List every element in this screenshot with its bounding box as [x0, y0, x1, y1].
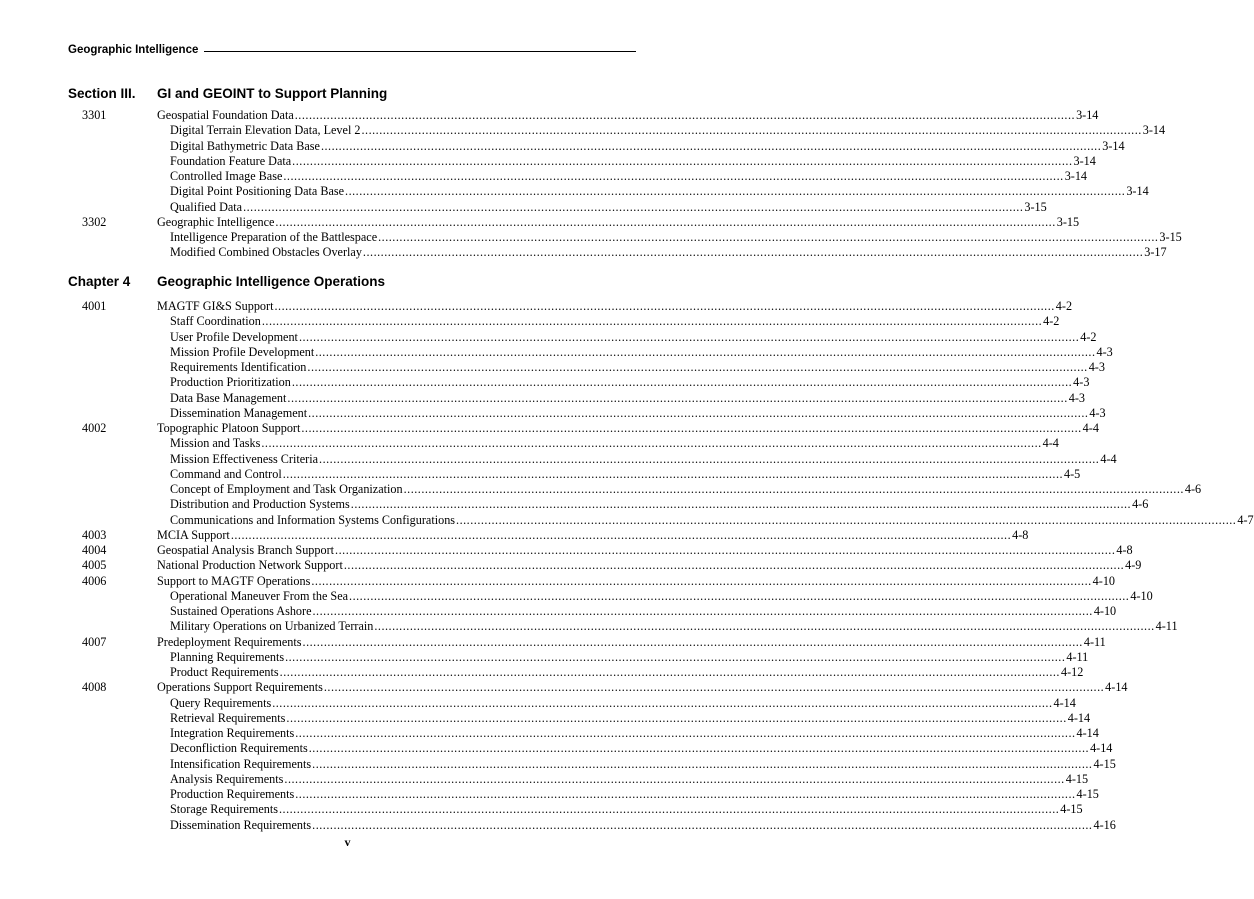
toc-page-number: 3-17 — [1144, 245, 1167, 260]
toc-subentry — [0, 436, 1059, 451]
toc-section-3 — [0, 108, 1182, 261]
toc-entry — [0, 634, 1106, 650]
toc-entry-title: Dissemination Management — [170, 405, 308, 420]
toc-entry-title: Production Requirements — [170, 787, 295, 801]
toc-subentry — [0, 405, 1106, 421]
toc-subentry — [0, 802, 1083, 817]
toc-entry-line — [170, 756, 1116, 772]
toc-page-number: 4-11 — [1083, 634, 1106, 649]
toc-entry-title: Command and Control — [170, 466, 282, 481]
toc-entry-line — [170, 482, 1202, 497]
toc-entry-title: Intensification Requirements — [170, 756, 312, 771]
toc-subentry — [0, 619, 1178, 634]
toc-page-number: 4-12 — [1060, 665, 1084, 679]
dot-leader: ............................................................................................................................................................................................................................ — [323, 680, 1105, 695]
toc-entry-line — [170, 405, 1106, 421]
toc-page-number: 4-14 — [1105, 680, 1128, 695]
toc-entry — [0, 527, 1029, 543]
dot-leader: ............................................................................................................................................................................................................................ — [292, 153, 1073, 168]
toc-page-number: 4-11 — [1066, 649, 1089, 664]
toc-page-number: 3-14 — [1064, 169, 1088, 183]
toc-entry-title: Mission Profile Development — [170, 344, 315, 359]
toc-page-number: 4-4 — [1042, 436, 1059, 451]
dot-leader: ............................................................................................................................................................................................................................ — [275, 214, 1056, 229]
toc-entry-line — [170, 817, 1116, 833]
dot-leader: ............................................................................................................................................................................................................................ — [261, 436, 1042, 451]
running-header — [68, 42, 636, 58]
toc-subentry — [0, 199, 1047, 215]
toc-subentry — [0, 344, 1113, 360]
toc-page-number: 4-7 — [1237, 512, 1254, 527]
toc-entry-line — [170, 230, 1182, 245]
toc-entry — [0, 680, 1128, 695]
dot-leader: ............................................................................................................................................................................................................................ — [261, 314, 1043, 329]
toc-subentry — [0, 466, 1081, 482]
toc-entry-title: Product Requirements — [170, 665, 279, 679]
toc-subentry — [0, 588, 1153, 604]
toc-page-number: 4-8 — [1012, 527, 1029, 542]
toc-entry-title: Qualified Data — [170, 199, 243, 214]
page-number: v — [344, 835, 351, 849]
toc-entry-line — [170, 436, 1059, 451]
toc-entry-title: Integration Requirements — [170, 726, 295, 740]
toc-paragraph-number: 3301 — [82, 108, 107, 122]
dot-leader: ............................................................................................................................................................................................................................ — [350, 497, 1132, 512]
toc-entry-line — [170, 726, 1099, 741]
toc-subentry — [0, 665, 1084, 680]
toc-page-number: 4-3 — [1089, 405, 1106, 420]
toc-subentry — [0, 726, 1099, 741]
toc-page-number: 3-15 — [1056, 214, 1080, 229]
toc-subentry — [0, 245, 1167, 260]
dot-leader: ............................................................................................................................................................................................................................ — [345, 184, 1126, 199]
toc-page-number: 4-3 — [1073, 375, 1090, 390]
toc-page-number: 4-14 — [1053, 695, 1076, 710]
toc-entry-line — [170, 802, 1083, 817]
toc-entry-title: Storage Requirements — [170, 802, 278, 817]
toc-entry-title: MCIA Support — [157, 527, 230, 542]
toc-entry-title: Deconfliction Requirements — [170, 741, 308, 756]
toc-entry-title: Query Requirements — [170, 695, 272, 710]
toc-entry-title: Analysis Requirements — [170, 771, 284, 786]
toc-entry-line — [170, 497, 1149, 512]
toc-subentry — [0, 390, 1085, 406]
toc-subentry — [0, 482, 1202, 497]
toc-entry-line — [170, 123, 1166, 138]
toc-page-number: 3-14 — [1126, 184, 1149, 199]
toc-entry-title: Geospatial Analysis Branch Support — [157, 543, 335, 557]
toc-paragraph-number: 4001 — [82, 299, 107, 313]
chapter-title: Geographic Intelligence Operations — [157, 273, 386, 289]
toc-entry-line — [170, 199, 1047, 215]
toc-entry-title: Controlled Image Base — [170, 169, 283, 183]
dot-leader: ............................................................................................................................................................................................................................ — [311, 573, 1092, 588]
toc-page-number: 4-4 — [1100, 451, 1117, 466]
dot-leader: ............................................................................................................................................................................................................................ — [319, 451, 1100, 466]
dot-leader: ............................................................................................................................................................................................................................ — [295, 726, 1076, 740]
toc-page-number: 4-16 — [1093, 817, 1116, 832]
toc-subentry — [0, 153, 1096, 169]
toc-subentry — [0, 817, 1116, 833]
dot-leader: ............................................................................................................................................................................................................................ — [362, 245, 1144, 260]
toc-entry-title: Digital Point Positioning Data Base — [170, 184, 345, 199]
dot-leader: ............................................................................................................................................................................................................................ — [335, 543, 1116, 557]
toc-entry-title: Requirements Identification — [170, 360, 307, 374]
toc-paragraph-number: 4004 — [82, 543, 107, 557]
toc-entry-title: Predeployment Requirements — [157, 634, 302, 649]
section-heading — [68, 83, 387, 103]
toc-entry-line — [170, 588, 1153, 604]
toc-subentry — [0, 649, 1089, 665]
dot-leader: ............................................................................................................................................................................................................................ — [349, 588, 1130, 603]
toc-entry-title: Communications and Information Systems Configurations — [170, 512, 456, 527]
toc-entry-line — [170, 695, 1076, 711]
toc-page-number: 4-15 — [1076, 787, 1099, 801]
toc-entry-title: MAGTF GI&S Support — [157, 299, 274, 313]
toc-page-number: 4-5 — [1064, 466, 1081, 481]
toc-page-number: 4-6 — [1132, 497, 1149, 512]
toc-entry-title: Sustained Operations Ashore — [170, 604, 312, 618]
toc-paragraph-number: 4005 — [82, 558, 107, 573]
toc-page-number: 4-14 — [1090, 741, 1113, 756]
toc-entry-title: Operations Support Requirements — [157, 680, 323, 695]
toc-entry-line — [170, 390, 1085, 406]
dot-leader: ............................................................................................................................................................................................................................ — [298, 329, 1080, 344]
toc-subentry — [0, 604, 1117, 619]
toc-entry — [0, 558, 1142, 573]
toc-entry-line — [170, 375, 1090, 390]
toc-subentry — [0, 360, 1105, 375]
toc-entry-line — [170, 245, 1167, 260]
toc-subentry — [0, 741, 1113, 756]
toc-subentry — [0, 314, 1060, 329]
toc-page-number: 4-9 — [1125, 558, 1142, 573]
toc-entry-title: Foundation Feature Data — [170, 153, 292, 168]
chapter-heading — [68, 271, 385, 291]
toc-page-number: 4-6 — [1184, 482, 1202, 496]
dot-leader: ............................................................................................................................................................................................................................ — [285, 649, 1066, 664]
toc-subentry — [0, 695, 1076, 711]
toc-entry-line — [157, 299, 1073, 314]
dot-leader: ............................................................................................................................................................................................................................ — [403, 482, 1184, 496]
toc-page-number: 4-3 — [1096, 344, 1113, 359]
toc-subentry — [0, 710, 1091, 726]
toc-entry-title: Staff Coordination — [170, 314, 261, 329]
dot-leader: ............................................................................................................................................................................................................................ — [284, 771, 1065, 786]
toc-page-number: 4-15 — [1093, 756, 1116, 771]
dot-leader: ............................................................................................................................................................................................................................ — [301, 421, 1082, 435]
toc-paragraph-number: 4002 — [82, 421, 107, 435]
toc-entry-line — [170, 360, 1105, 375]
toc-subentry — [0, 771, 1089, 787]
toc-page-number: 4-15 — [1065, 771, 1089, 786]
toc-paragraph-number: 3302 — [82, 214, 107, 229]
toc-entry-title: Operational Maneuver From the Sea — [170, 588, 349, 603]
toc-page-number: 4-14 — [1067, 710, 1091, 725]
toc-subentry — [0, 169, 1088, 184]
dot-leader: ............................................................................................................................................................................................................................ — [291, 375, 1073, 390]
dot-leader: ............................................................................................................................................................................................................................ — [315, 344, 1096, 359]
toc-subentry — [0, 123, 1166, 138]
toc-entry-line — [170, 771, 1089, 787]
toc-entry-line — [170, 344, 1113, 360]
toc-entry-title: Data Base Management — [170, 390, 287, 405]
toc-page-number: 4-11 — [1155, 619, 1178, 634]
toc-entry-line — [170, 710, 1091, 726]
toc-entry-title: Distribution and Production Systems — [170, 497, 350, 512]
toc-subentry — [0, 329, 1097, 345]
toc-entry-line — [170, 184, 1149, 199]
toc-page-number: 3-15 — [1024, 199, 1047, 214]
dot-leader: ............................................................................................................................................................................................................................ — [312, 756, 1093, 771]
toc-entry-title: User Profile Development — [170, 329, 298, 344]
toc-page-number: 3-14 — [1102, 138, 1125, 153]
section-title: GI and GEOINT to Support Planning — [157, 85, 388, 101]
toc-page-number: 4-10 — [1092, 573, 1116, 588]
toc-entry — [0, 573, 1116, 589]
toc-entry-line — [170, 451, 1117, 467]
dot-leader: ............................................................................................................................................................................................................................ — [286, 710, 1067, 725]
toc-entry-title: Digital Terrain Elevation Data, Level 2 — [170, 123, 361, 138]
toc-paragraph-number: 4008 — [82, 680, 107, 695]
dot-leader: ............................................................................................................................................................................................................................ — [230, 527, 1012, 542]
toc-subentry — [0, 756, 1116, 772]
dot-leader: ............................................................................................................................................................................................................................ — [374, 619, 1155, 634]
toc-entry-line — [157, 543, 1133, 558]
toc-page-number: 3-14 — [1073, 153, 1096, 168]
toc-entry — [0, 299, 1073, 314]
toc-entry-line — [157, 634, 1106, 650]
toc-entry-line — [170, 153, 1096, 169]
toc-page-number: 4-3 — [1088, 360, 1105, 374]
toc-entry-line — [157, 573, 1116, 589]
section-label: Section III. — [68, 85, 136, 101]
toc-entry-line — [157, 108, 1099, 123]
dot-leader: ............................................................................................................................................................................................................................ — [279, 665, 1060, 679]
dot-leader: ............................................................................................................................................................................................................................ — [343, 558, 1125, 573]
toc-entry — [0, 543, 1133, 558]
toc-entry-title: Support to MAGTF Operations — [157, 573, 311, 588]
dot-leader: ............................................................................................................................................................................................................................ — [307, 360, 1088, 374]
toc-page-number: 3-15 — [1159, 230, 1182, 244]
toc-entry-title: Planning Requirements — [170, 649, 285, 664]
toc-paragraph-number: 4006 — [82, 573, 107, 588]
dot-leader: ............................................................................................................................................................................................................................ — [302, 634, 1083, 649]
toc-entry-title: Geospatial Foundation Data — [157, 108, 294, 122]
toc-page-number: 4-10 — [1130, 588, 1153, 603]
toc-subentry — [0, 451, 1117, 467]
toc-entry-line — [170, 665, 1084, 680]
dot-leader: ............................................................................................................................................................................................................................ — [456, 512, 1237, 527]
toc-page-number: 4-3 — [1068, 390, 1085, 405]
toc-entry-title: Dissemination Requirements — [170, 817, 312, 832]
toc-chapter-4 — [0, 299, 1254, 833]
toc-page-number: 4-4 — [1082, 421, 1099, 435]
dot-leader: ............................................................................................................................................................................................................................ — [308, 405, 1089, 420]
header-rule — [204, 51, 636, 52]
toc-subentry — [0, 787, 1099, 802]
toc-entry — [0, 214, 1080, 230]
dot-leader: ............................................................................................................................................................................................................................ — [287, 390, 1068, 405]
dot-leader: ............................................................................................................................................................................................................................ — [320, 138, 1102, 153]
toc-entry-line — [170, 787, 1099, 802]
toc-entry-line — [170, 329, 1097, 345]
toc-entry-line — [157, 527, 1029, 543]
dot-leader: ............................................................................................................................................................................................................................ — [283, 169, 1064, 183]
toc-entry-title: National Production Network Support — [157, 558, 343, 573]
toc-page-number: 4-8 — [1116, 543, 1133, 557]
toc-subentry — [0, 184, 1149, 199]
toc-page-number: 4-2 — [1080, 329, 1097, 344]
toc-entry-title: Digital Bathymetric Data Base — [170, 138, 320, 153]
toc-page-number: 4-10 — [1093, 604, 1117, 618]
toc-entry — [0, 421, 1099, 436]
toc-entry-line — [157, 680, 1128, 695]
toc-subentry — [0, 497, 1149, 512]
toc-paragraph-number: 4003 — [82, 527, 107, 542]
toc-entry — [0, 108, 1099, 123]
toc-paragraph-number: 4007 — [82, 634, 107, 649]
toc-entry-line — [170, 169, 1088, 184]
toc-entry-line — [157, 214, 1080, 230]
toc-entry-title: Mission Effectiveness Criteria — [170, 451, 319, 466]
dot-leader: ............................................................................................................................................................................................................................ — [243, 199, 1024, 214]
toc-entry-title: Production Prioritization — [170, 375, 291, 390]
dot-leader: ............................................................................................................................................................................................................................ — [361, 123, 1142, 138]
toc-subentry — [0, 230, 1182, 245]
dot-leader: ............................................................................................................................................................................................................................ — [308, 741, 1090, 756]
running-header-title: Geographic Intelligence — [68, 44, 199, 56]
toc-entry-line — [170, 619, 1178, 634]
toc-subentry — [0, 375, 1090, 390]
toc-entry-line — [170, 138, 1125, 154]
dot-leader: ............................................................................................................................................................................................................................ — [312, 604, 1093, 618]
dot-leader: ............................................................................................................................................................................................................................ — [282, 466, 1064, 481]
toc-entry-title: Topographic Platoon Support — [157, 421, 301, 435]
toc-entry-title: Military Operations on Urbanized Terrain — [170, 619, 374, 634]
toc-subentry — [0, 138, 1125, 154]
toc-page-number: 4-15 — [1060, 802, 1083, 817]
toc-entry-title: Mission and Tasks — [170, 436, 261, 451]
toc-entry-line — [170, 314, 1060, 329]
toc-page-number: 4-14 — [1076, 726, 1099, 740]
toc-page-number: 3-14 — [1076, 108, 1099, 122]
dot-leader: ............................................................................................................................................................................................................................ — [378, 230, 1159, 244]
toc-entry-line — [157, 558, 1142, 573]
chapter-label: Chapter 4 — [68, 273, 131, 289]
dot-leader: ............................................................................................................................................................................................................................ — [294, 108, 1076, 122]
toc-entry-title: Concept of Employment and Task Organization — [170, 482, 403, 496]
toc-entry-line — [157, 421, 1099, 436]
toc-entry-title: Modified Combined Obstacles Overlay — [170, 245, 362, 260]
toc-entry-line — [170, 466, 1081, 482]
toc-subentry — [0, 512, 1254, 528]
toc-entry-line — [170, 649, 1089, 665]
dot-leader: ............................................................................................................................................................................................................................ — [274, 299, 1055, 313]
dot-leader: ............................................................................................................................................................................................................................ — [278, 802, 1060, 817]
dot-leader: ............................................................................................................................................................................................................................ — [295, 787, 1076, 801]
toc-entry-line — [170, 741, 1113, 756]
dot-leader: ............................................................................................................................................................................................................................ — [312, 817, 1093, 832]
toc-entry-line — [170, 604, 1117, 619]
toc-entry-title: Intelligence Preparation of the Battlespace — [170, 230, 378, 244]
toc-page-number: 3-14 — [1142, 123, 1166, 138]
toc-page-number: 4-2 — [1043, 314, 1060, 329]
toc-entry-title: Retrieval Requirements — [170, 710, 286, 725]
toc-entry-line — [170, 512, 1254, 528]
toc-entry-title: Geographic Intelligence — [157, 214, 275, 229]
toc-page-number: 4-2 — [1055, 299, 1073, 313]
dot-leader: ............................................................................................................................................................................................................................ — [272, 695, 1053, 710]
